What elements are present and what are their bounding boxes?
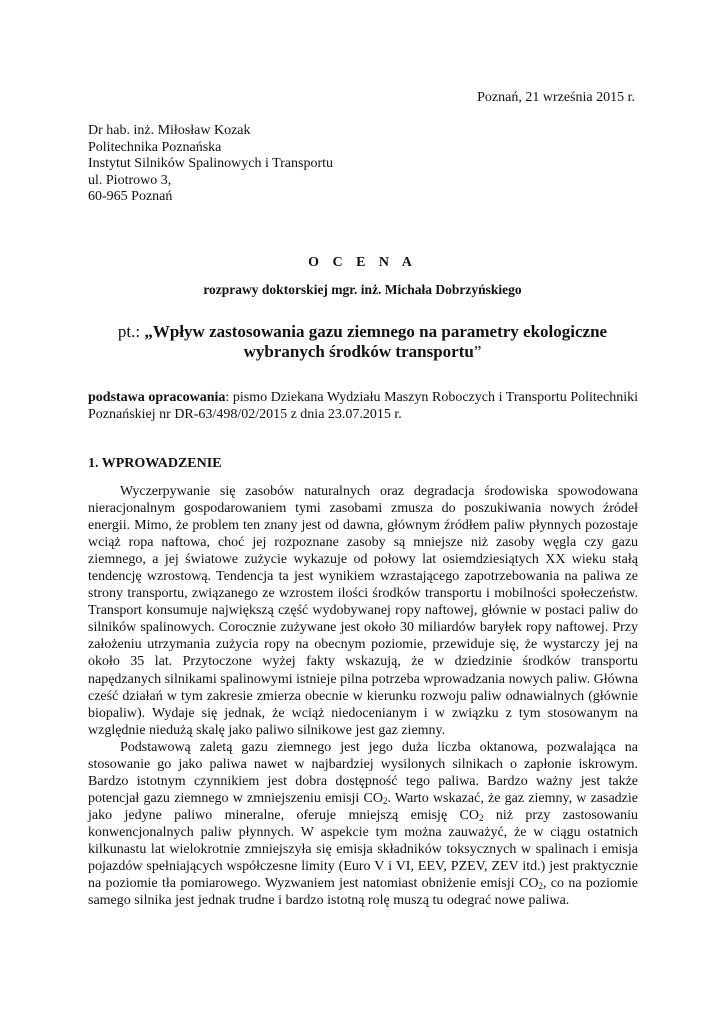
- thesis-topic: [80, 322, 645, 362]
- paragraph-2-part-2: . Warto wskazać, że gaz ziemny, w zasadzie jako jedyne paliwo mineralne, oferuje mniejszą emisję CO: [88, 790, 638, 823]
- topic-title-line1: Wpływ zastosowania gazu ziemnego na parametry ekologiczne: [152, 322, 608, 341]
- section-heading: 1. WPROWADZENIE: [88, 456, 222, 471]
- reviewer-city: 60-965 Poznań: [88, 189, 173, 205]
- co2-subscript: 2: [478, 812, 484, 823]
- paragraph-2: [88, 739, 638, 909]
- reviewer-university: Politechnika Poznańska: [88, 139, 222, 155]
- paragraph-2-part-4: , co na poziomie samego silnika jest jednak trudne i bardzo istotną rolę muszą tu odegrać nowe paliwa.: [88, 876, 638, 909]
- basis-text: : pismo Dziekana Wydziału Maszyn Roboczych i Transportu Politechniki Poznańskiej nr DR-63/498/02/2015 z dnia 23.07.2015 r.: [88, 390, 638, 423]
- paragraph-2-part-3: niż przy zastosowaniu konwencjonalnych paliw płynnych. W aspekcie tym można zauważyć, że w ciągu ostatnich kilkunastu lat wielokrotnie zmniejszyła się emisja składników toksycznych w spalinach i emisja pojazdów spełniających współczesne limity (Euro V i VI, EEV, PZEV, ZEV itd.) jest praktycznie na poziomie tła pomiarowego. Wyzwaniem jest natomiast obniżenie emisji CO: [88, 807, 638, 892]
- document-title: O C E N A: [308, 255, 417, 270]
- co2-subscript: 2: [538, 881, 543, 892]
- reviewer-name: Dr hab. inż. Miłosław Kozak: [88, 123, 251, 138]
- paragraph-1: Wyczerpywanie się zasobów naturalnych oraz degradacja środowiska spowodowana nieracjonalnym gospodarowaniem tymi zasobami zmusza do poszukiwania nowych źródeł energii. Mimo, że problem ten znany jest od dawna, głównym źródłem paliw płynnych pozostaje wciąż ropa naftowa, choć jej rozpoznane zasoby są mniejsze niż zasoby węgla czy gazu ziemnego, a jej światowe zużycie wykazuje od połowy lat osiemdziesiątych XX wieku stałą tendencję wzrostową. Tendencja ta jest wynikiem wzrastającego zapotrzebowania na paliwa ze strony transportu, związanego ze wzrostem ilości środków transportu i mobilności społeczeństw. Transport konsumuje największą część wydobywanej ropy naftowej, głównie w postaci paliw do silników spalinowych. Corocznie zużywane jest około 30 miliardów baryłek ropy naftowej. Przy założeniu utrzymania zużycia ropy na obecnym poziomie, przewiduje się, że wystarczy jej na około 35 lat. Przytoczone wyżej fakty wskazują, że w dziedzinie środków transportu napędzanych silnikami spalinowymi istnieje pilna potrzeba wprowadzania nowych paliw. Główna cześć działań w tym zakresie zmierza obecnie w kierunku rozwoju paliw odnawialnych (głównie biopaliw). Wydaje się jednak, że wciąż niedocenianym i w związku z tym stosowanym na względnie niedużą skalę jako paliwo silnikowe jest gaz ziemny.: [88, 484, 638, 738]
- letter-date: Poznań, 21 września 2015 r.: [477, 90, 635, 105]
- section-body: [88, 483, 638, 909]
- basis-label: podstawa opracowania: [88, 390, 226, 405]
- co2-subscript: 2: [382, 795, 388, 806]
- reviewer-institute: Instytut Silników Spalinowych i Transportu: [88, 156, 334, 172]
- topic-open-quote: „: [144, 322, 153, 341]
- review-basis: [88, 389, 638, 424]
- topic-prefix: pt.:: [117, 322, 145, 341]
- topic-close-quote: ”: [473, 342, 482, 361]
- reviewer-address: [88, 123, 333, 206]
- document-subtitle: rozprawy doktorskiej mgr. inż. Michała Dobrzyńskiego: [203, 282, 522, 297]
- reviewer-street: ul. Piotrowo 3,: [88, 172, 172, 188]
- paragraph-2-part-1: Podstawową zaletą gazu ziemnego jest jego duża liczba oktanowa, pozwalająca na stosowanie go jako paliwa nawet w najbardziej wysilonych silnikach o zapłonie iskrowym. Bardzo istotnym czynnikiem jest dobra dostępność tego paliwa. Bardzo ważny jest także potencjał gazu ziemnego w zmniejszeniu emisji CO: [88, 739, 638, 806]
- topic-title-line2: wybranych środków transportu: [243, 342, 474, 361]
